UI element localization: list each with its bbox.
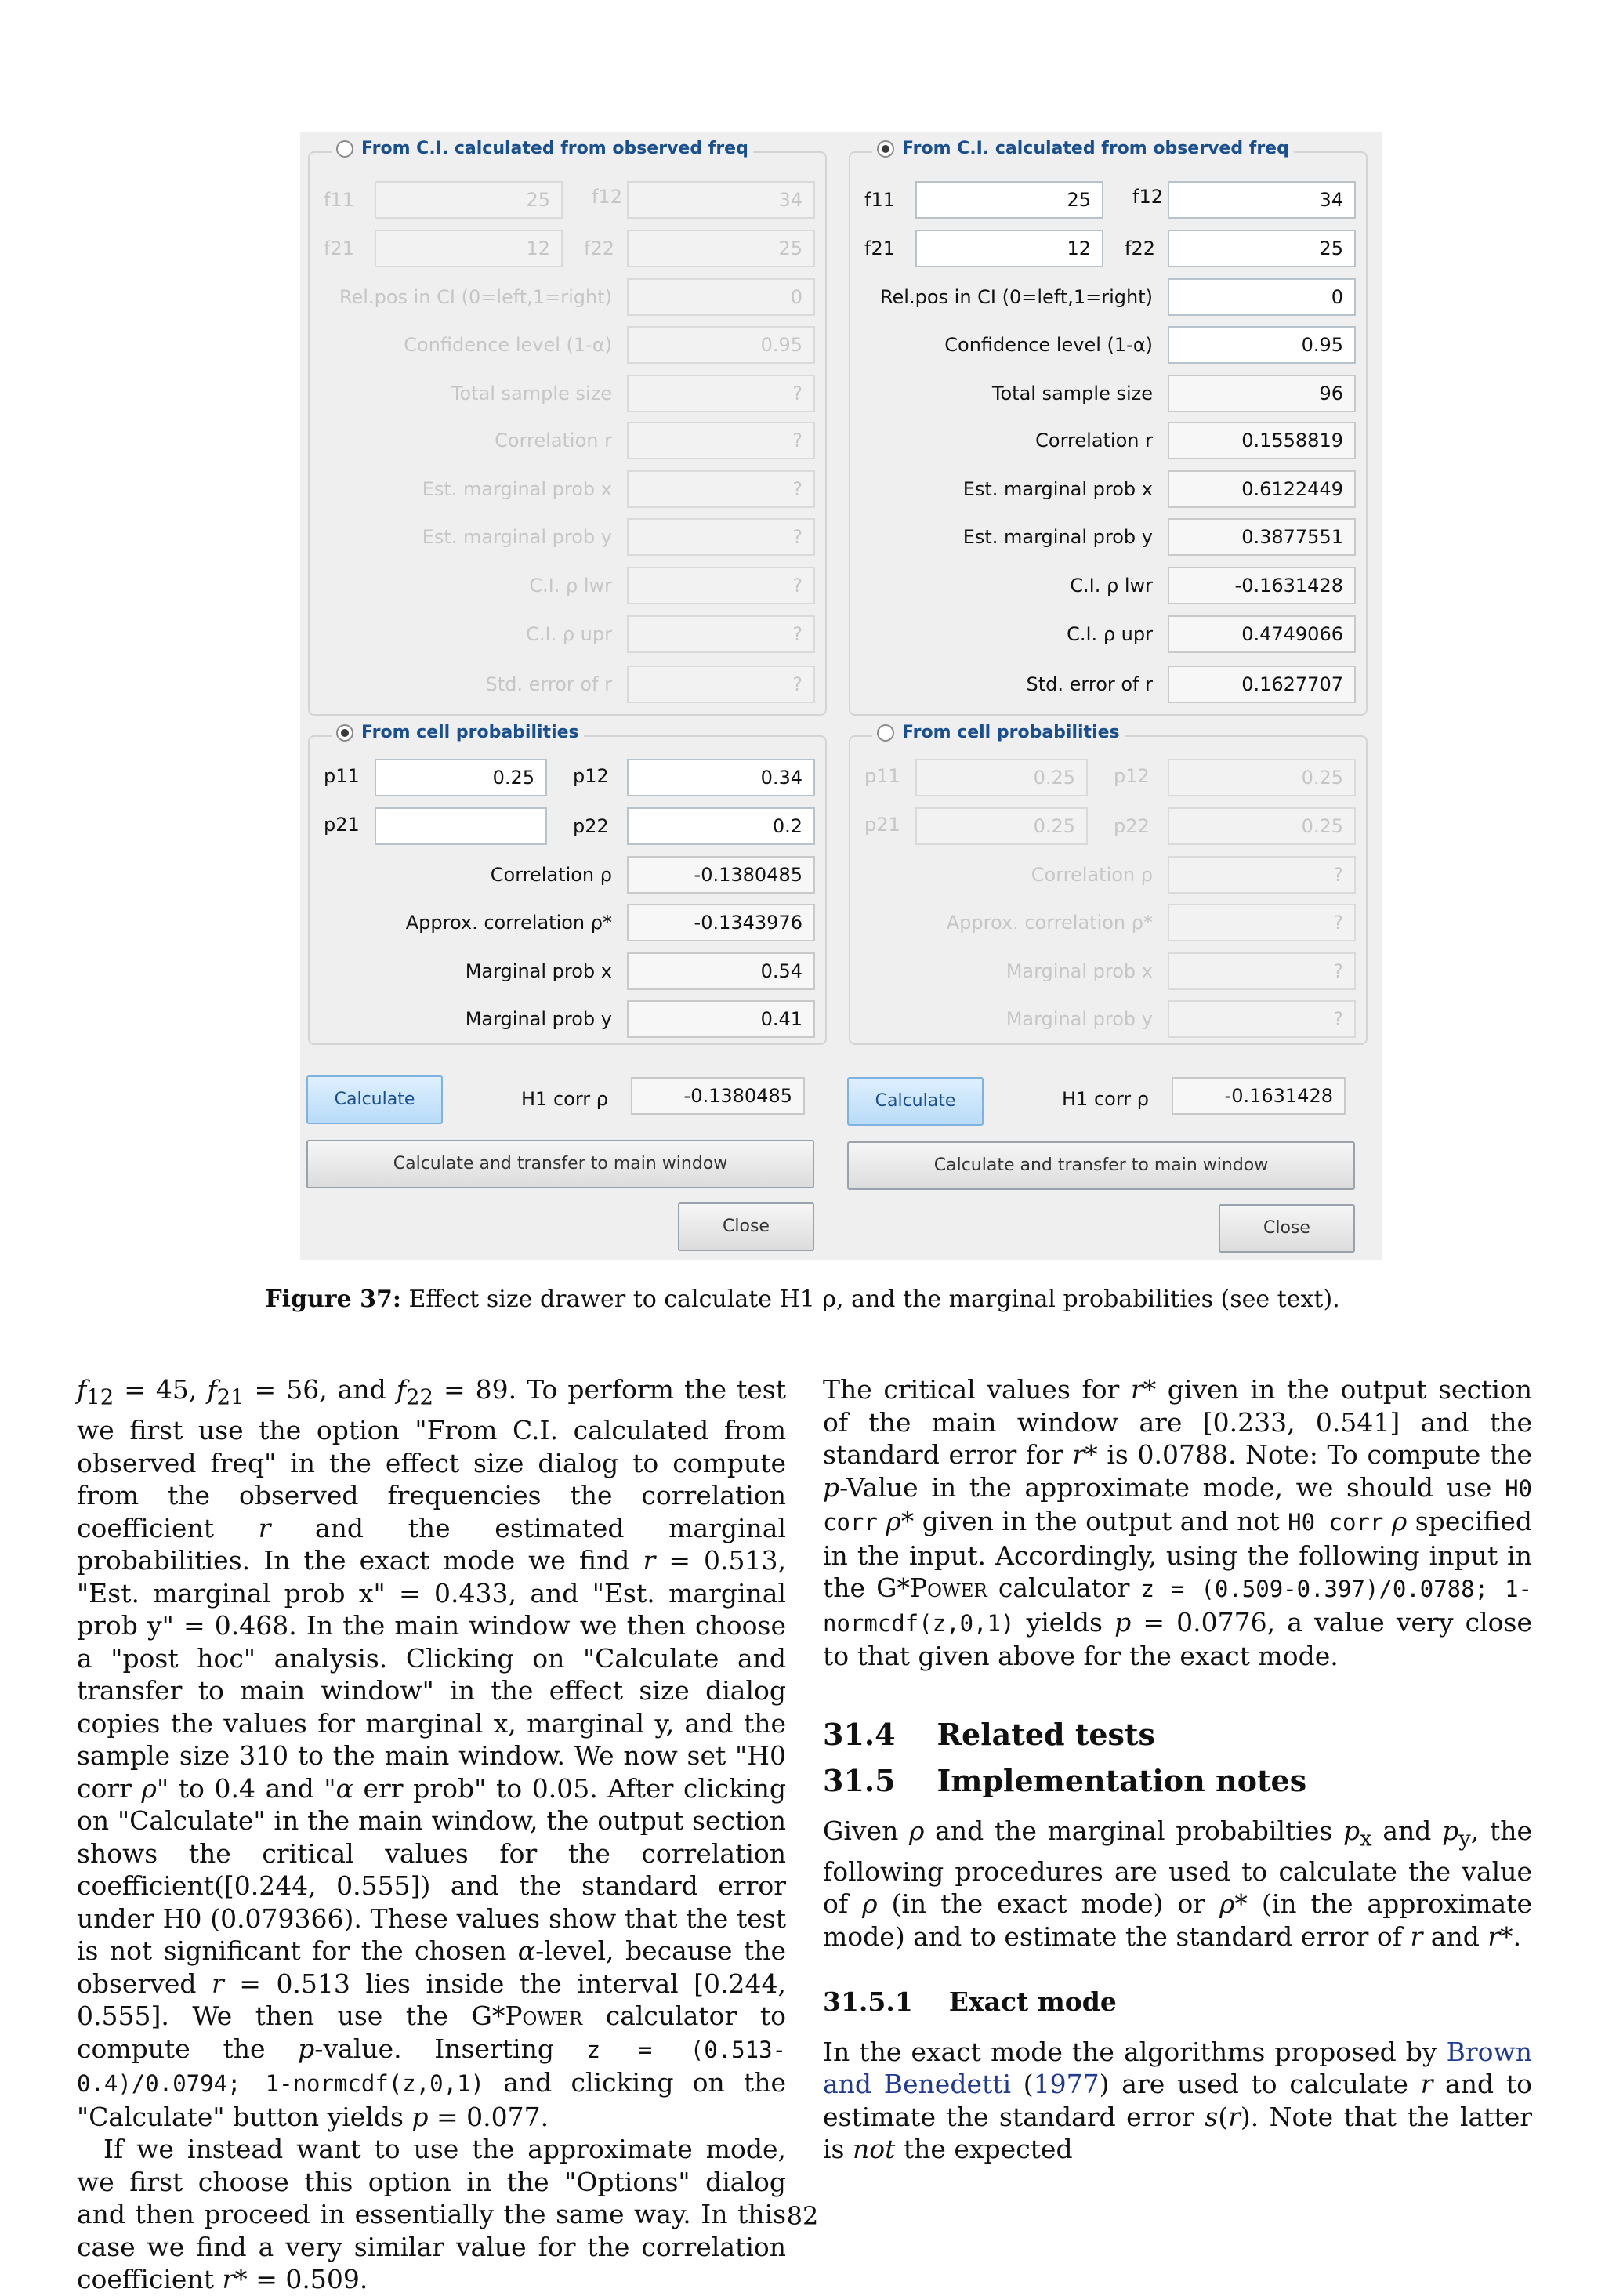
math: p — [823, 1471, 840, 1503]
math: r — [212, 1968, 224, 1999]
f22-label: f22 — [584, 238, 614, 259]
f11-label: f11 — [324, 189, 354, 211]
section-heading: 31.5 Implementation notes — [823, 1763, 1307, 1798]
math: r* — [1487, 1921, 1513, 1952]
f12-field[interactable]: 34 — [627, 181, 815, 219]
page-number: 82 — [786, 2201, 819, 2231]
marg-x-label: Marginal prob x — [465, 960, 612, 982]
freq-group-title — [872, 139, 1294, 158]
math: ρ — [141, 1772, 157, 1804]
f11-label: f11 — [864, 189, 895, 211]
math: r* — [1072, 1439, 1098, 1470]
cell-radio[interactable] — [336, 724, 353, 742]
relpos-field[interactable]: 0 — [1168, 278, 1356, 316]
code: z = (0.513-0.4)/0.0794; 1-normcdf(z,0,1) — [77, 2036, 787, 2098]
relpos-label: Rel.pos in CI (0=left,1=right) — [879, 286, 1153, 308]
text: err prob" to 0.05. After clicking on "Calculate" in the main window, the output section shows the critical values for the correlation coefficient([0.244, 0.555]) and the standard error under H0 (0.079366). These values show that the test is not significant for the chosen — [77, 1772, 787, 1967]
corr-rho-label: Correlation ρ — [1031, 864, 1153, 886]
text: (in the exact mode) or — [877, 1888, 1219, 1920]
text: In the exact mode the algorithms proposed by — [823, 2036, 1447, 2067]
calculate-button[interactable]: Calculate — [847, 1077, 984, 1126]
text: ). Note that the latter is — [823, 2101, 1532, 2165]
marg-x-label: Marginal prob x — [1005, 960, 1153, 982]
f22-label: f22 — [1125, 238, 1155, 259]
close-button[interactable]: Close — [678, 1202, 814, 1251]
math: ρ* — [1219, 1888, 1248, 1920]
corr-rho-label: Correlation ρ — [490, 864, 612, 886]
text: ( — [1011, 2069, 1034, 2100]
est-marg-y-label: Est. marginal prob y — [422, 526, 612, 548]
p11-label: p11 — [864, 765, 900, 787]
text: = 0.513, "Est. marginal prob x" = 0.433, and "Est. marginal prob y" = 0.468. In the main window we then choose a "post hoc" analysis. Clicking on "Calculate and transfer to main window" in the effect size dialog copies the values for marginal x, marginal y, and the sample size 310 to the main window. We now set "H0 corr — [77, 1545, 786, 1804]
text: ( — [1218, 2101, 1229, 2132]
p12-label: p12 — [573, 765, 609, 787]
paragraph — [823, 2036, 1532, 2166]
p21-field[interactable]: 0.25 — [915, 807, 1088, 845]
math: r — [258, 1512, 271, 1543]
ci-upr-field: 0.4749066 — [1168, 615, 1356, 653]
text: = 0.509. — [247, 2264, 368, 2295]
p22-field[interactable]: 0.2 — [627, 807, 815, 845]
text: and clicking on the "Calculate" button yields — [77, 2067, 786, 2132]
math-sub: y — [1458, 1826, 1471, 1852]
text: given in the output section of the main window are [0.233, 0.541] and the standard error for — [823, 1374, 1532, 1470]
text: = 45, — [114, 1374, 208, 1405]
cell-group-title-text: From cell probabilities — [361, 723, 579, 742]
p22-label: p22 — [1114, 815, 1150, 837]
right-text-column — [823, 1373, 1532, 2166]
effect-size-dialog-left — [300, 132, 841, 1260]
p21-label: p21 — [864, 814, 900, 836]
f21-field[interactable]: 12 — [915, 230, 1103, 267]
cell-group-title-text: From cell probabilities — [902, 723, 1120, 742]
text: " to 0.4 and " — [156, 1772, 336, 1804]
math: α — [517, 1935, 536, 1967]
text: and — [1422, 1921, 1488, 1952]
ci-lwr-label: C.I. ρ lwr — [1070, 575, 1153, 597]
conf-level-label: Confidence level (1-α) — [404, 334, 612, 356]
text: calculator — [987, 1572, 1141, 1603]
p21-field[interactable] — [375, 807, 547, 845]
marg-y-label: Marginal prob y — [465, 1008, 612, 1030]
text: . — [1513, 1921, 1522, 1952]
text: The critical values for — [823, 1374, 1131, 1405]
ci-upr-label: C.I. ρ upr — [1067, 623, 1153, 645]
est-marg-x-label: Est. marginal prob x — [422, 478, 612, 500]
math: f — [77, 1374, 87, 1405]
math: ρ — [909, 1815, 925, 1846]
figure-caption-text: Effect size drawer to calculate H1 ρ, and the marginal probabilities (see text). — [400, 1286, 1340, 1313]
math: r — [1228, 2101, 1241, 2132]
math: ρ — [862, 1888, 878, 1920]
freq-group — [308, 139, 827, 716]
subsection-heading: 31.5.1 Exact mode — [823, 1986, 1117, 2018]
f12-label: f12 — [592, 186, 622, 208]
math: r* — [1130, 1374, 1157, 1405]
text: , the following procedures are used to calculate the value of — [823, 1815, 1532, 1920]
cell-group-title — [872, 723, 1125, 742]
effect-size-dialog-right — [841, 132, 1382, 1260]
math: r* — [222, 2264, 248, 2295]
p11-field[interactable]: 0.25 — [915, 759, 1088, 796]
code: z = (0.509-0.397)/0.0788; 1-normcdf(z,0,1) — [823, 1576, 1532, 1637]
f12-label: f12 — [1132, 186, 1163, 208]
math-sub: 21 — [216, 1384, 245, 1410]
p21-label: p21 — [324, 814, 360, 836]
calculate-button[interactable]: Calculate — [306, 1075, 443, 1124]
ci-lwr-field: -0.1631428 — [1168, 567, 1356, 604]
text: = 0.077. — [428, 2101, 549, 2132]
text: = 56, and — [244, 1374, 397, 1405]
freq-group — [849, 139, 1368, 716]
text: = 0.513 lies inside the interval [0.244, 0.555]. We then use the G* — [77, 1968, 786, 2032]
cell-group-title — [332, 723, 584, 742]
transfer-button[interactable]: Calculate and transfer to main window — [306, 1140, 814, 1188]
math: f — [207, 1374, 217, 1405]
relpos-field[interactable]: 0 — [627, 278, 815, 316]
freq-group-title-text: From C.I. calculated from observed freq — [902, 139, 1289, 158]
figure-label: Figure 37: — [265, 1286, 401, 1313]
gpower-name: Power — [909, 1572, 987, 1603]
total-sample-label: Total sample size — [991, 383, 1153, 404]
text: and the marginal probabilties — [924, 1815, 1343, 1846]
paragraph — [823, 1815, 1532, 1953]
text: the expected — [895, 2134, 1073, 2165]
text: and the estimated marginal probabilities. In the exact mode we find — [77, 1512, 786, 1576]
est-marg-y-field: 0.3877551 — [1168, 518, 1356, 556]
math-sub: x — [1360, 1826, 1372, 1852]
math: r — [643, 1545, 656, 1576]
math: α — [335, 1772, 353, 1804]
text: ) are used to calculate — [1099, 2069, 1421, 2100]
p12-field[interactable]: 0.34 — [627, 759, 815, 796]
text: is 0.0788. Note: To compute the — [1097, 1439, 1532, 1470]
left-text-column — [77, 1373, 786, 2296]
conf-level-label: Confidence level (1-α) — [944, 334, 1153, 356]
math-sub: 22 — [405, 1384, 433, 1410]
est-marg-y-field: ? — [627, 518, 815, 556]
ci-lwr-label: C.I. ρ lwr — [529, 575, 612, 597]
p22-label: p22 — [573, 815, 609, 837]
est-marg-x-field: 0.6122449 — [1168, 470, 1356, 508]
cell-prob-group — [308, 723, 827, 1045]
math: p — [411, 2101, 429, 2132]
freq-radio[interactable] — [877, 140, 894, 158]
figure-caption — [0, 1286, 1605, 1313]
paragraph — [823, 1373, 1532, 1673]
f11-field[interactable]: 25 — [375, 181, 563, 219]
cell-prob-group — [849, 723, 1368, 1045]
math: p — [298, 2033, 315, 2064]
close-button[interactable]: Close — [1219, 1204, 1355, 1253]
std-error-field: 0.1627707 — [1168, 666, 1356, 703]
correlation-r-label: Correlation r — [1035, 430, 1153, 452]
cell-radio[interactable] — [877, 724, 894, 742]
ci-upr-field: ? — [627, 615, 815, 653]
f22-field[interactable]: 25 — [627, 230, 815, 267]
h1-corr-label: H1 corr ρ — [521, 1088, 608, 1110]
code: H0 corr — [1288, 1509, 1384, 1536]
math: r — [1410, 1921, 1423, 1952]
math-sub: 12 — [86, 1384, 114, 1410]
text: (in the approximate mode) and to estimate the standard error of — [823, 1888, 1532, 1952]
correlation-r-label: Correlation r — [495, 430, 612, 452]
conf-level-field[interactable]: 0.95 — [627, 326, 815, 364]
f11-field[interactable]: 25 — [915, 181, 1103, 219]
math: r — [1420, 2069, 1433, 2100]
text: = 0.0776, a value very close to that given above for the exact mode. — [823, 1606, 1532, 1671]
p12-label: p12 — [1114, 765, 1150, 787]
text: and to estimate the standard error — [823, 2069, 1532, 2132]
f21-label: f21 — [324, 238, 354, 259]
f21-label: f21 — [864, 238, 895, 259]
p12-field[interactable]: 0.25 — [1168, 759, 1356, 796]
std-error-label: Std. error of r — [485, 673, 612, 695]
freq-group-title-text: From C.I. calculated from observed freq — [361, 139, 748, 158]
h1-corr-field: -0.1380485 — [631, 1077, 805, 1115]
code: H0 corr — [823, 1474, 1532, 1536]
total-sample-label: Total sample size — [451, 383, 612, 404]
text: -Value in the approximate mode, we should use — [839, 1471, 1505, 1503]
text: -value. Inserting — [314, 2033, 587, 2064]
text: given in the output and not — [914, 1506, 1288, 1536]
text: Given — [823, 1815, 910, 1846]
approx-corr-label: Approx. correlation ρ* — [405, 912, 612, 934]
ci-lwr-field: ? — [627, 567, 815, 604]
p22-field[interactable]: 0.25 — [1168, 807, 1356, 845]
approx-corr-label: Approx. correlation ρ* — [946, 912, 1153, 934]
approx-corr-field: -0.1343976 — [627, 904, 815, 941]
std-error-field: ? — [627, 666, 815, 703]
transfer-button[interactable]: Calculate and transfer to main window — [847, 1141, 1355, 1190]
total-sample-field: ? — [627, 375, 815, 412]
p11-label: p11 — [324, 765, 360, 787]
text: and — [1371, 1815, 1443, 1846]
gpower-name: Power — [505, 2000, 583, 2032]
text: yields — [1014, 1606, 1115, 1638]
est-marg-x-field: ? — [627, 470, 815, 508]
freq-group-title — [332, 139, 753, 158]
text: If we instead want to use the approximate mode, we first choose this option in the "Options" dialog and then proceed in essentially the same way. In this case we find a very similar value for the correlation coefficient — [77, 2134, 786, 2295]
correlation-r-field: 0.1558819 — [1168, 422, 1356, 459]
math: s — [1205, 2101, 1219, 2132]
correlation-r-field: ? — [627, 422, 815, 459]
emphasis: not — [852, 2134, 896, 2165]
conf-level-field[interactable]: 0.95 — [1168, 326, 1356, 364]
text: -level, because the observed — [77, 1935, 786, 1999]
text: = 89. To perform the test we first use the option "From C.I. calculated from observed freq" in the effect size dialog to compute from the observed frequencies the correlation coefficient — [77, 1374, 786, 1543]
text: specified in the input. Accordingly, using the following input in the G* — [823, 1506, 1533, 1603]
text: calculator to compute the — [77, 2000, 786, 2064]
paragraph — [77, 1373, 786, 2133]
marg-x-field: 0.54 — [627, 952, 815, 990]
corr-rho-field: ? — [1168, 856, 1356, 894]
std-error-label: Std. error of r — [1026, 673, 1153, 695]
relpos-label: Rel.pos in CI (0=left,1=right) — [339, 286, 612, 308]
h1-corr-field: -0.1631428 — [1172, 1077, 1346, 1115]
math: p — [1343, 1815, 1360, 1846]
marg-y-field: ? — [1168, 1000, 1356, 1038]
f12-field[interactable]: 34 — [1168, 181, 1356, 219]
total-sample-field: 96 — [1168, 375, 1356, 412]
corr-rho-field: -0.1380485 — [627, 856, 815, 894]
ci-upr-label: C.I. ρ upr — [526, 623, 612, 645]
est-marg-x-label: Est. marginal prob x — [962, 478, 1153, 500]
p11-field[interactable]: 0.25 — [375, 759, 547, 796]
section-heading: 31.4 Related tests — [823, 1716, 1155, 1752]
marg-y-field: 0.41 — [627, 1000, 815, 1038]
f21-field[interactable]: 12 — [375, 230, 563, 267]
marg-y-label: Marginal prob y — [1005, 1008, 1153, 1030]
citation-link[interactable]: Brown and Benedetti — [823, 2036, 1532, 2100]
approx-corr-field: ? — [1168, 904, 1356, 941]
h1-corr-label: H1 corr ρ — [1062, 1088, 1149, 1110]
math: f — [396, 1374, 406, 1405]
marg-x-field: ? — [1168, 952, 1356, 990]
math: ρ* — [877, 1506, 915, 1536]
citation-year-link[interactable]: 1977 — [1033, 2069, 1100, 2100]
f22-field[interactable]: 25 — [1168, 230, 1356, 267]
math: ρ — [1383, 1506, 1408, 1536]
math: p — [1114, 1606, 1132, 1638]
math: p — [1442, 1815, 1459, 1846]
est-marg-y-label: Est. marginal prob y — [962, 526, 1153, 548]
freq-radio[interactable] — [336, 140, 353, 158]
